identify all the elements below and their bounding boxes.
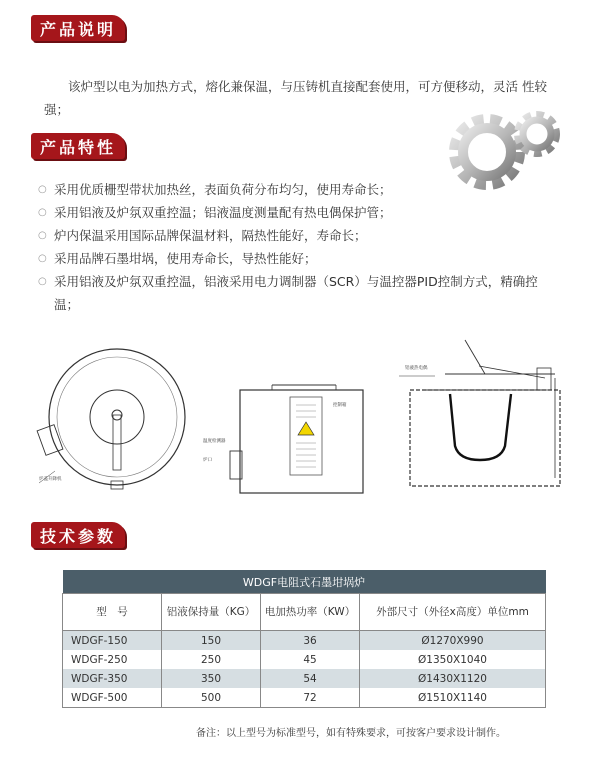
header-size: 外部尺寸（外径x高度）单位mm — [360, 594, 546, 631]
feature-item: ○ 采用优质栅型带状加热丝，表面负荷分布均匀，使用寿命长； — [38, 182, 392, 197]
product-description: 该炉型以电为加热方式，熔化兼保温，与压铸机直接配套使用，可方便移动，灵活 性较强； — [44, 78, 547, 117]
feature-item: ○ 采用品牌石墨坩埚，使用寿命长，导热性能好； — [38, 251, 317, 266]
furnace-front-view-diagram — [200, 375, 370, 495]
section-tag-description: 产品说明 — [31, 15, 125, 41]
feature-list — [38, 178, 558, 316]
table-note: 备注：以上型号为标准型号，如有特殊要求，可按客户要求设计制作。 — [196, 728, 506, 739]
feature-item: ○ 采用铝液及炉氛双重控温；铝液温度测量配有热电偶保护管； — [38, 205, 392, 220]
section-tag-params: 技术参数 — [31, 522, 125, 548]
top-view-label: 炉盖升降机 — [39, 477, 62, 482]
feature-item: ○ 炉内保温采用国际品牌保温材料，隔热性能好，寿命长； — [38, 228, 367, 243]
header-model: 型 号 — [63, 594, 162, 631]
section-tag-features: 产品特性 — [31, 133, 125, 159]
table-row: WDGF-350 350 54 Ø1430X1120 — [63, 669, 546, 688]
table-row: WDGF-500 500 72 Ø1510X1140 — [63, 688, 546, 708]
front-label-2: 炉口 — [203, 458, 212, 463]
feature-item: ○ 采用铝液及炉氛双重控温，铝液采用电力调制器（SCR）与温控器PID控制方式，精确控温； — [38, 274, 538, 312]
furnace-top-view-diagram — [25, 345, 195, 505]
section-label: 铝液热电偶 — [405, 366, 428, 371]
front-label-1: 温度检测器 — [203, 439, 226, 444]
spec-table — [62, 570, 546, 708]
front-panel-label: 控制箱 — [333, 403, 347, 408]
table-row: WDGF-150 150 36 Ø1270X990 — [63, 631, 546, 651]
table-row: WDGF-250 250 45 Ø1350X1040 — [63, 650, 546, 669]
furnace-section-diagram — [395, 338, 570, 498]
header-power: 电加热功率（KW） — [261, 594, 360, 631]
header-capacity: 铝液保持量（KG） — [162, 594, 261, 631]
table-title: WDGF电阻式石墨坩埚炉 — [63, 570, 546, 594]
